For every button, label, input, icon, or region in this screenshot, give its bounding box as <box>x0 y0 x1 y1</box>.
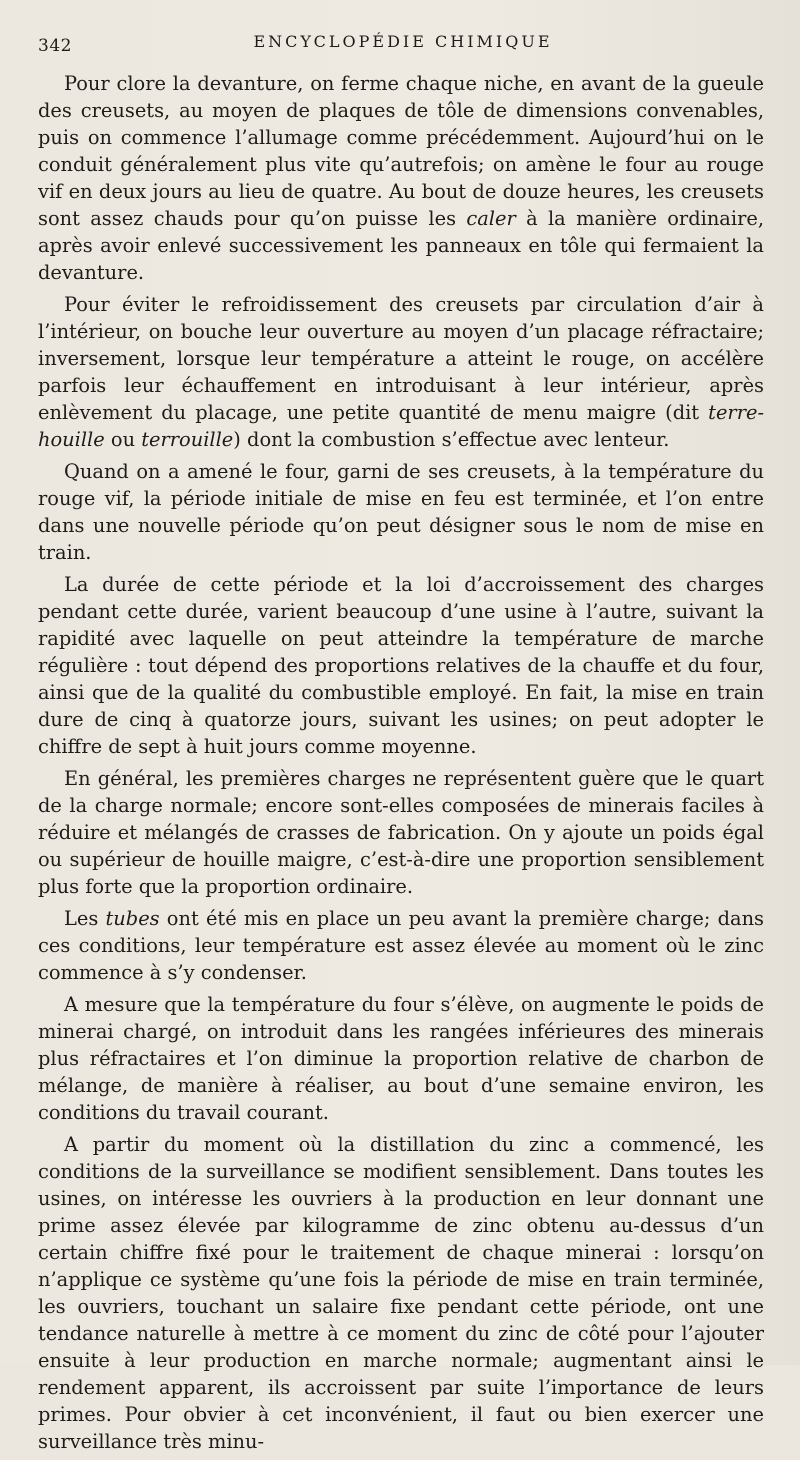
paragraph: Quand on a amené le four, garni de ses creusets, à la température du rouge vif, la période initiale de mise en feu est terminée, et l’on entre dans une nouvelle période qu’on peut désigner sous le nom de mise en train. <box>38 460 764 564</box>
italic-term: tubes <box>105 907 160 930</box>
paragraph: La durée de cette période et la loi d’accroissement des charges pendant cette durée, varient beaucoup d’une usine à l’autre, suivant la rapidité avec laquelle on peut atteindre la température de marche régulière : tout dépend des proportions relatives de la chauffe et du four, ainsi que de la qualité du combustible employé. En fait, la mise en train dure de cinq à quatorze jours, suivant les usines; on peut adopter le chiffre de sept à huit jours comme moyenne. <box>38 573 764 758</box>
paragraph: A mesure que la température du four s’élève, on augmente le poids de minerai chargé, on introduit dans les rangées inférieures des minerais plus réfractaires et l’on diminue la proportion relative de charbon de mélange, de manière à réaliser, au bout d’une semaine environ, les conditions du travail courant. <box>38 993 764 1124</box>
page-header <box>30 30 776 60</box>
italic-term: terre-houille <box>38 401 764 451</box>
running-title: ENCYCLOPÉDIE CHIMIQUE <box>253 32 553 51</box>
italic-term: terrouille <box>141 428 234 451</box>
paragraph: Les tubes ont été mis en place un peu avant la première charge; dans ces conditions, leur température est assez élevée au moment où le zinc commence à s’y condenser. <box>38 907 765 984</box>
paragraph: Pour éviter le refroidissement des creusets par circulation d’air à l’intérieur, on bouche leur ouverture au moyen d’un placage réfractaire; inversement, lorsque leur température a atteint le rouge, on accélère parfois leur échauffement en introduisant à leur intérieur, après enlèvement du placage, une petite quantité de menu maigre (dit terre-houille ou terrouille) dont la combustion s’effectue avec lenteur. <box>38 293 764 451</box>
paragraph: A partir du moment où la distillation du zinc a commencé, les conditions de la surveillance se modifient sensiblement. Dans toutes les usines, on intéresse les ouvriers à la production en leur donnant une prime assez élevée par kilogramme de zinc obtenu au-dessus d’un certain chiffre fixé pour le traitement de chaque minerai : lorsqu’on n’applique ce système qu’une fois la période de mise en train terminée, les ouvriers, touchant un salaire fixe pendant cette période, ont une tendance naturelle à mettre à ce moment du zinc de côté pour l’ajouter ensuite à leur production en marche normale; augmentant ainsi le rendement apparent, ils accroissent par suite l’importance de leurs primes. Pour obvier à cet inconvénient, il faut ou bien exercer une surveillance très minu- <box>38 1133 764 1453</box>
page-number: 342 <box>38 36 72 56</box>
body-text <box>38 70 764 1460</box>
paragraph: En général, les premières charges ne représentent guère que le quart de la charge normale; encore sont-elles composées de minerais faciles à réduire et mélangés de crasses de fabrication. On y ajoute un poids égal ou supérieur de houille maigre, c’est-à-dire une proportion sensiblement plus forte que la proportion ordinaire. <box>38 767 764 898</box>
paragraph: Pour clore la devanture, on ferme chaque niche, en avant de la gueule des creusets, au moyen de plaques de tôle de dimensions convenables, puis on commence l’allumage comme précédemment. Aujourd’hui on le conduit généralement plus vite qu’autrefois; on amène le four au rouge vif en deux jours au lieu de quatre. Au bout de douze heures, les creusets sont assez chauds pour qu’on puisse les caler à la manière ordinaire, après avoir enlevé successivement les panneaux en tôle qui fermaient la devanture. <box>38 72 764 284</box>
italic-term: caler <box>466 207 516 230</box>
